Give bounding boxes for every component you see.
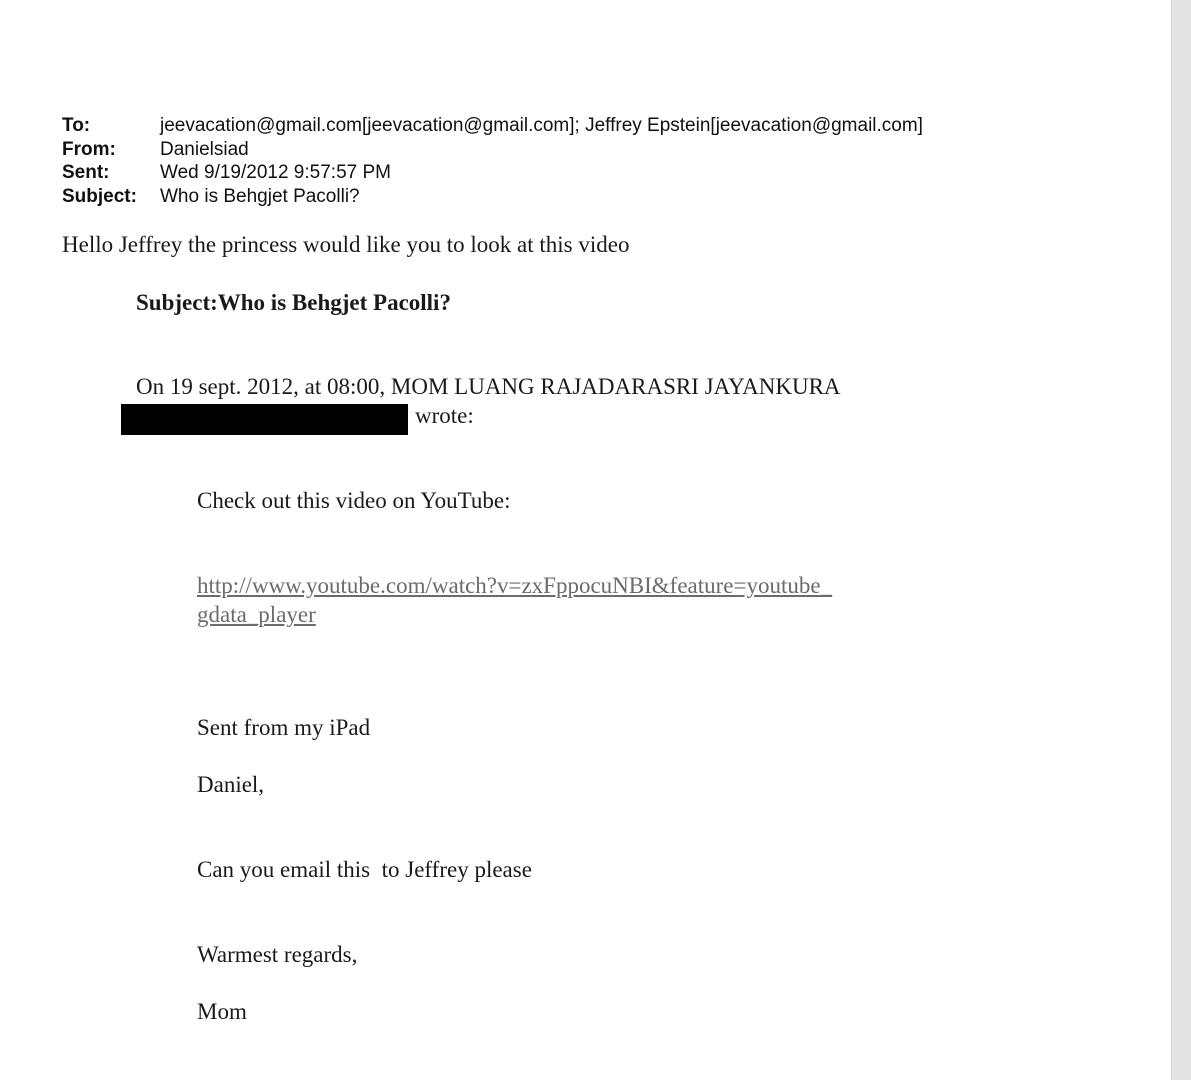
sent-from-ipad: Sent from my iPad [197,715,371,740]
sent-row [62,161,923,185]
to-value: jeevacation@gmail.com[jeevacation@gmail.com]; Jeffrey Epstein[jeevacation@gmail.com] [160,115,923,136]
sent-label: Sent: [62,162,110,183]
quoted-subject: Subject:Who is Behgjet Pacolli? [136,290,451,315]
request-line: Can you email this to Jeffrey please [197,857,532,882]
greeting-line: Daniel, [197,772,265,797]
redaction-block [121,404,408,435]
check-out-line: Check out this video on YouTube: [197,488,511,513]
intro-line: Hello Jeffrey the princess would like you to look at this video [62,232,630,257]
from-row [62,138,923,162]
subject-label: Subject: [62,185,137,207]
to-label: To: [62,115,91,136]
vertical-scrollbar[interactable] [1171,0,1191,1080]
quote-attribution-wrote: wrote: [415,403,474,428]
email-header [62,114,923,208]
subject-value: Who is Behgjet Pacolli? [160,185,360,207]
to-row [62,114,923,138]
youtube-link[interactable]: http://www.youtube.com/watch?v=zxFppocuNBI&feature=youtube_ [197,573,833,598]
youtube-link-continued[interactable]: gdata_player [197,602,316,627]
from-label: From: [62,138,116,160]
from-value: Danielsiad [160,138,249,160]
sent-value: Wed 9/19/2012 9:57:57 PM [160,162,391,183]
signature-line: Mom [197,999,247,1024]
closing-line: Warmest regards, [197,942,358,967]
subject-row [62,185,923,209]
quote-attribution: On 19 sept. 2012, at 08:00, MOM LUANG RAJADARASRI JAYANKURA [136,374,841,399]
